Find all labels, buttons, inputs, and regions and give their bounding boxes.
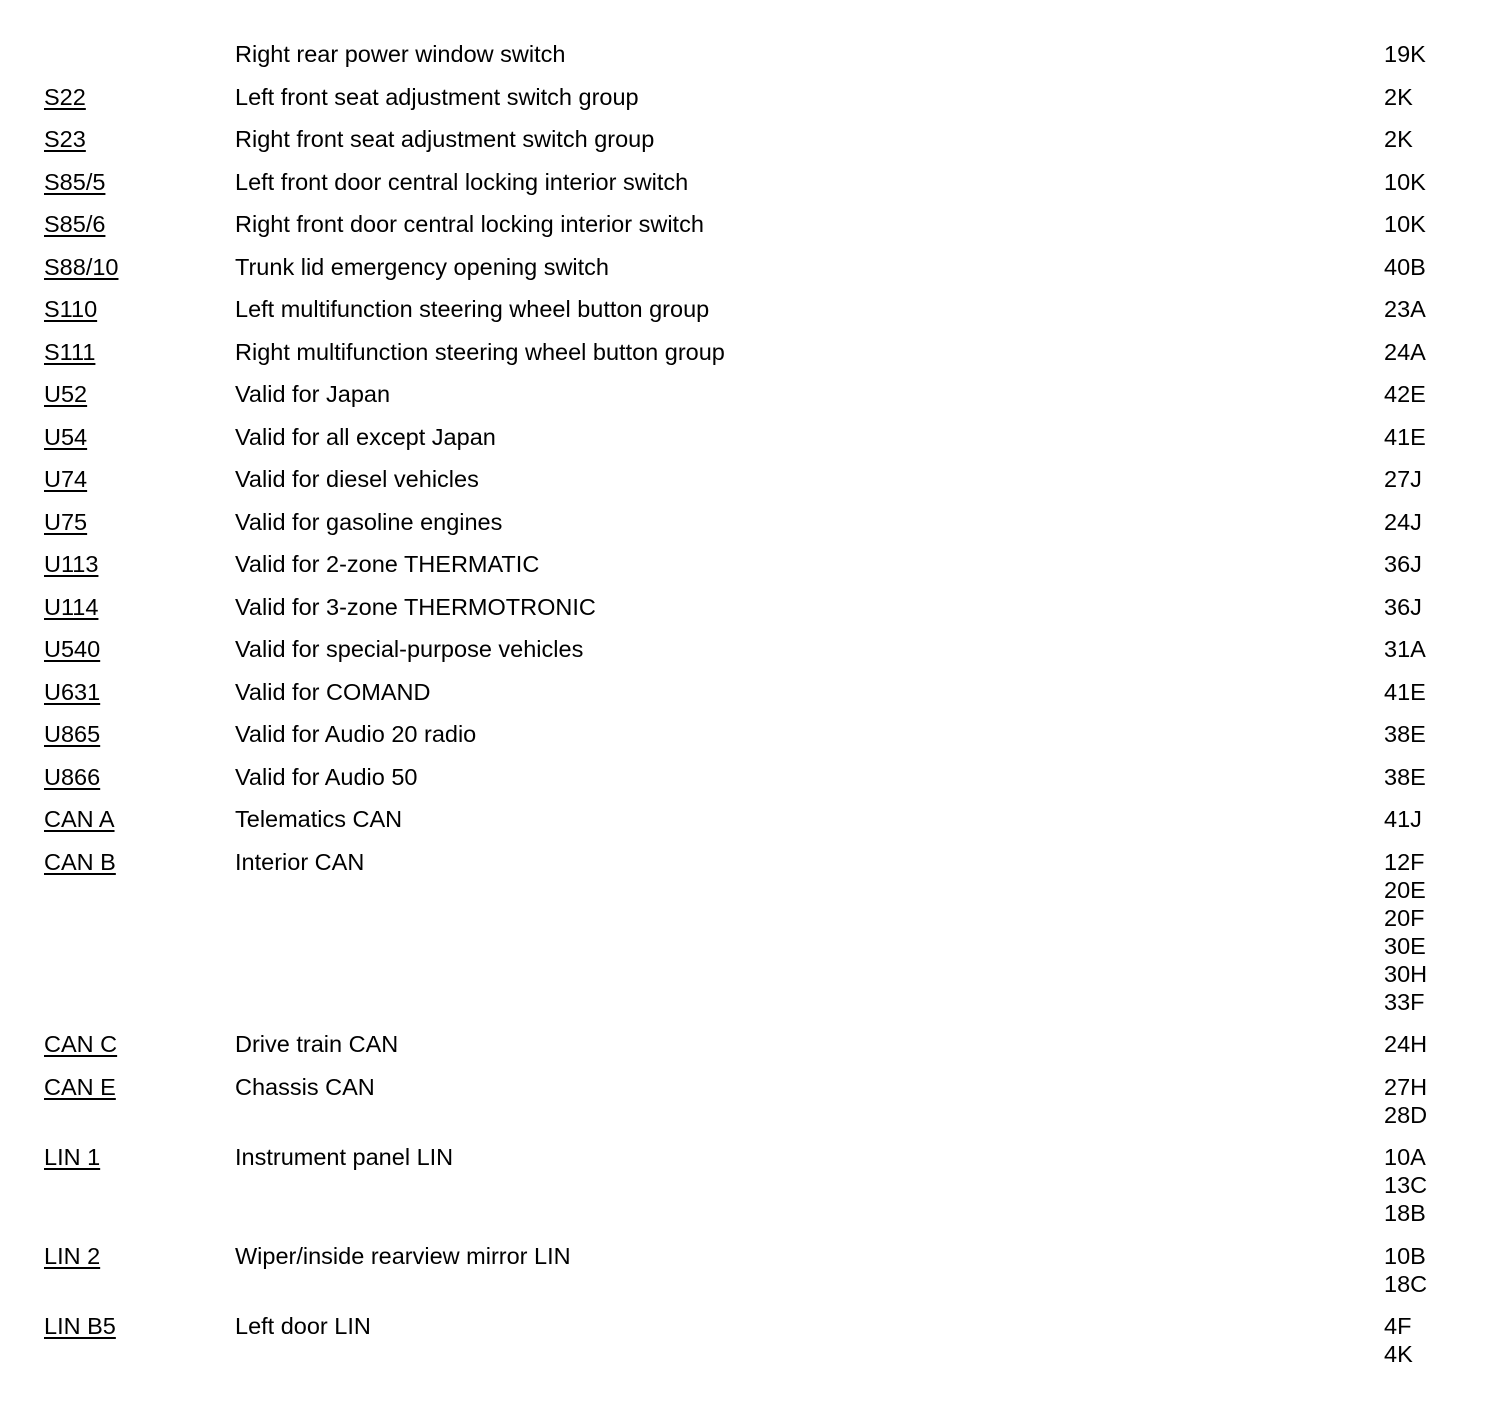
grid-reference: 31A: [1384, 636, 1426, 662]
component-description: Valid for 2-zone THERMATIC: [235, 551, 540, 577]
legend-row: [44, 1236, 1464, 1307]
grid-reference-list: [1384, 210, 1464, 238]
legend-row: [44, 417, 1464, 460]
grid-reference: 20E: [1384, 876, 1426, 903]
component-description: Telematics CAN: [235, 806, 403, 832]
grid-reference: 12F: [1384, 848, 1425, 875]
legend-row: [44, 1137, 1464, 1236]
legend-row: [44, 629, 1464, 672]
component-code-link[interactable]: U52: [44, 381, 88, 407]
legend-row: [44, 374, 1464, 417]
legend-row: [44, 162, 1464, 205]
component-description: Right front seat adjustment switch group: [235, 126, 655, 152]
component-description: Interior CAN: [235, 848, 365, 875]
component-code-link[interactable]: S85/5: [44, 168, 106, 195]
grid-reference-list: [1384, 805, 1464, 833]
legend-row: [44, 587, 1464, 630]
component-description: Chassis CAN: [235, 1073, 375, 1100]
legend-row: [44, 502, 1464, 545]
component-description: Valid for 3-zone THERMOTRONIC: [235, 593, 596, 620]
grid-reference: 41J: [1384, 806, 1422, 832]
grid-reference: 41E: [1384, 423, 1426, 450]
grid-reference: 36J: [1384, 551, 1422, 577]
grid-reference-list: [1384, 763, 1464, 791]
legend-row: [44, 714, 1464, 757]
grid-reference-list: [1384, 635, 1464, 663]
grid-reference: 19K: [1384, 41, 1426, 67]
grid-reference-list: [1384, 83, 1464, 111]
component-code-link[interactable]: U866: [44, 763, 101, 790]
grid-reference: 4K: [1384, 1341, 1413, 1367]
grid-reference-list: [1384, 1030, 1464, 1058]
grid-reference-list: [1384, 253, 1464, 281]
component-description: Valid for diesel vehicles: [235, 466, 479, 492]
grid-reference-list: [1384, 1242, 1464, 1298]
grid-reference-list: [1384, 40, 1464, 68]
grid-reference: 41E: [1384, 678, 1426, 705]
grid-reference: 10B: [1384, 1242, 1426, 1269]
legend-row: [44, 77, 1464, 120]
component-code-link[interactable]: U540: [44, 636, 101, 662]
legend-row: [44, 204, 1464, 247]
component-description: Left multifunction steering wheel button group: [235, 296, 710, 322]
component-description: Drive train CAN: [235, 1031, 399, 1057]
grid-reference: 38E: [1384, 763, 1426, 790]
grid-reference: 24A: [1384, 338, 1426, 365]
component-description: Valid for COMAND: [235, 678, 431, 705]
grid-reference-list: [1384, 1143, 1464, 1227]
component-code-link[interactable]: S85/6: [44, 211, 106, 237]
legend-row: [44, 672, 1464, 715]
grid-reference: 36J: [1384, 593, 1422, 620]
component-code-link[interactable]: LIN 2: [44, 1242, 101, 1269]
legend-row: [44, 1306, 1464, 1377]
component-code-link[interactable]: S111: [44, 338, 96, 365]
grid-reference: 13C: [1384, 1172, 1428, 1198]
grid-reference: 20F: [1384, 904, 1425, 931]
component-description: Valid for Audio 20 radio: [235, 721, 477, 747]
grid-reference: 27J: [1384, 466, 1422, 492]
legend-row: [44, 1067, 1464, 1138]
grid-reference: 30E: [1384, 932, 1426, 959]
grid-reference: 10K: [1384, 211, 1426, 237]
grid-reference: 33F: [1384, 988, 1425, 1015]
grid-reference-list: [1384, 678, 1464, 706]
grid-reference-list: [1384, 295, 1464, 323]
grid-reference: 23A: [1384, 296, 1426, 322]
grid-reference-list: [1384, 423, 1464, 451]
component-description: Right rear power window switch: [235, 41, 566, 67]
component-description: Trunk lid emergency opening switch: [235, 253, 610, 280]
component-description: Valid for all except Japan: [235, 423, 496, 450]
legend-row: [44, 1024, 1464, 1067]
component-code-link[interactable]: LIN B5: [44, 1313, 116, 1339]
grid-reference-list: [1384, 125, 1464, 153]
grid-reference: 30H: [1384, 960, 1428, 987]
component-code-link[interactable]: LIN 1: [44, 1144, 101, 1170]
component-code-link[interactable]: CAN E: [44, 1073, 116, 1100]
component-code-link[interactable]: CAN B: [44, 848, 116, 875]
legend-row: [44, 289, 1464, 332]
grid-reference-list: [1384, 1312, 1464, 1368]
component-description: Instrument panel LIN: [235, 1144, 454, 1170]
component-description: Left door LIN: [235, 1313, 371, 1339]
legend-row: [44, 459, 1464, 502]
component-code-link[interactable]: U75: [44, 508, 88, 535]
component-code-link[interactable]: U54: [44, 423, 88, 450]
legend-row: [44, 842, 1464, 1025]
component-description: Valid for gasoline engines: [235, 508, 503, 535]
grid-reference-list: [1384, 1073, 1464, 1129]
legend-row: [44, 34, 1464, 77]
grid-reference-list: [1384, 720, 1464, 748]
component-code-link[interactable]: U114: [44, 593, 99, 620]
grid-reference: 4F: [1384, 1313, 1412, 1339]
grid-reference: 42E: [1384, 381, 1426, 407]
grid-reference: 38E: [1384, 721, 1426, 747]
grid-reference-list: [1384, 593, 1464, 621]
grid-reference-list: [1384, 338, 1464, 366]
grid-reference-list: [1384, 848, 1464, 1016]
legend-row: [44, 332, 1464, 375]
component-code-link[interactable]: S23: [44, 126, 86, 152]
component-code-link[interactable]: CAN C: [44, 1031, 118, 1057]
component-code-link[interactable]: CAN A: [44, 806, 115, 832]
grid-reference-list: [1384, 380, 1464, 408]
component-description: Wiper/inside rearview mirror LIN: [235, 1242, 571, 1269]
component-description: Valid for Audio 50: [235, 763, 418, 790]
grid-reference-list: [1384, 508, 1464, 536]
grid-reference-list: [1384, 550, 1464, 578]
grid-reference: 18C: [1384, 1270, 1428, 1297]
component-code-link[interactable]: S22: [44, 83, 86, 110]
grid-reference: 18B: [1384, 1200, 1426, 1226]
legend-row: [44, 247, 1464, 290]
legend-row: [44, 544, 1464, 587]
legend-table: [44, 34, 1464, 1377]
grid-reference: 24J: [1384, 508, 1422, 535]
legend-row: [44, 799, 1464, 842]
grid-reference: 10A: [1384, 1144, 1426, 1170]
component-code-link[interactable]: U113: [44, 551, 99, 577]
component-code-link[interactable]: S110: [44, 296, 98, 322]
component-code-link[interactable]: U74: [44, 466, 88, 492]
grid-reference: 10K: [1384, 168, 1426, 195]
component-description: Left front door central locking interior switch: [235, 168, 689, 195]
grid-reference-list: [1384, 465, 1464, 493]
legend-row: [44, 119, 1464, 162]
grid-reference: 28D: [1384, 1101, 1428, 1128]
component-code-link[interactable]: U631: [44, 678, 101, 705]
component-description: Valid for Japan: [235, 381, 391, 407]
component-description: Right multifunction steering wheel button group: [235, 338, 725, 365]
grid-reference-list: [1384, 168, 1464, 196]
component-code-link[interactable]: S88/10: [44, 253, 119, 280]
component-code-link[interactable]: U865: [44, 721, 101, 747]
grid-reference: 24H: [1384, 1031, 1428, 1057]
component-description: Right front door central locking interior switch: [235, 211, 704, 237]
grid-reference: 2K: [1384, 83, 1413, 110]
grid-reference: 27H: [1384, 1073, 1428, 1100]
grid-reference: 2K: [1384, 126, 1413, 152]
grid-reference: 40B: [1384, 253, 1426, 280]
component-description: Left front seat adjustment switch group: [235, 83, 639, 110]
component-description: Valid for special-purpose vehicles: [235, 636, 584, 662]
legend-row: [44, 757, 1464, 800]
